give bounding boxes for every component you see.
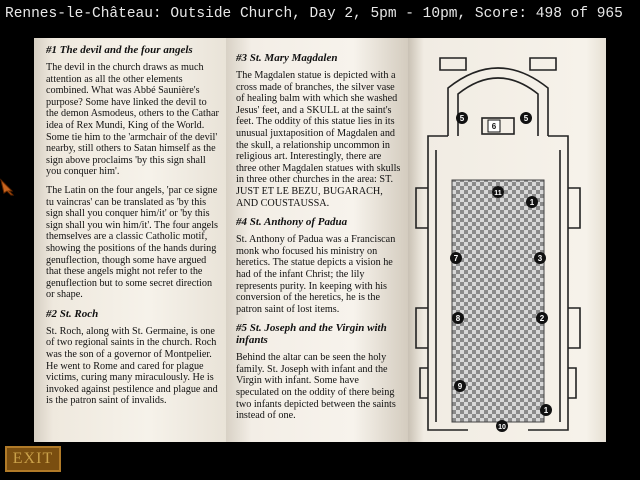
map-marker — [450, 252, 462, 264]
guide-book — [34, 38, 606, 442]
section-heading-2: #2 St. Roch — [46, 307, 99, 320]
map-marker — [540, 404, 552, 416]
section-1-paragraph-1: The devil in the church draws as much attention as all the other elements combined. What was Abbé Saunière's purpose? Some have linked the devil to the demon Asmodeus, others to the Cathar idea of Rex Mundi, King of the World. Some tie him to the 'armchair of the devil' nearby, still others to Satan himself as the sign above proclaims 'by this sign shall you conquer him'. — [46, 62, 219, 178]
map-marker — [536, 312, 548, 324]
map-marker-label: 11 — [494, 190, 502, 197]
map-marker-label: 7 — [453, 254, 459, 263]
map-marker — [496, 420, 508, 432]
map-marker-label: 6 — [491, 122, 497, 131]
arrow-cursor-icon — [0, 178, 18, 196]
map-marker — [456, 112, 468, 124]
church-floor-plan — [408, 38, 606, 442]
exit-button[interactable]: EXIT — [5, 446, 61, 472]
map-marker — [520, 112, 532, 124]
map-marker — [454, 380, 466, 392]
map-marker-label: 8 — [455, 314, 461, 323]
map-marker — [534, 252, 546, 264]
status-bar: Rennes-le-Château: Outside Church, Day 2, 5pm - 10pm, Score: 498 of 965 — [5, 6, 623, 22]
map-marker — [488, 120, 500, 132]
section-heading-1: #1 The devil and the four angels — [46, 44, 193, 56]
map-marker-label: 3 — [537, 254, 543, 263]
map-marker-label: 1 — [543, 406, 549, 415]
section-3-paragraph-1: The Magdalen statue is depicted with a cross made of branches, the silver vase of healing balm with which she washed Jesus' feet, and a SKULL at the saint's feet. The oddity of this statue lies in its unusual juxtaposition of Magdalen and the skull, a relationship uncommon in religious art. Interestingly, there are three other Magdalen statues with skulls in three other churches in the area: ST. JUST ET LE BEZU, BUGARACH, AND COUSTAUSSA. — [236, 70, 401, 209]
section-heading-4: #4 St. Anthony of Padua — [236, 216, 348, 229]
map-marker-label: 2 — [539, 314, 545, 323]
section-heading-5: #5 St. Joseph and the Virgin with infants — [236, 322, 387, 347]
map-marker-label: 5 — [459, 114, 465, 123]
section-2-paragraph-1: St. Roch, along with St. Germaine, is one of two regional saints in the church. Roch was the son of a governor of Montpelier. He went to Rome and cared for plague victims, curing many miraculously. He is invoked against pestilence and plague and is the patron saint of invalids. — [46, 325, 218, 407]
section-heading-3: #3 St. Mary Magdalen — [236, 52, 338, 64]
map-marker-label: 5 — [523, 114, 529, 123]
guide-page-right — [408, 38, 606, 442]
map-marker — [492, 186, 504, 198]
section-1-paragraph-2: The Latin on the four angels, 'par ce signe tu vaincras' can be translated as 'by this sign shall you conquer him/it' or 'by this sign shall you win him/it'. The four angels themselves are a classic Catholic motif, showing the positions of the hands during genuflection, though some have argued that these angels might not refer to the genuflection but to some secret direction or shape. — [46, 184, 218, 301]
guide-page-middle — [226, 38, 408, 442]
guide-page-left — [34, 38, 226, 442]
map-marker-label: 9 — [457, 382, 463, 391]
section-5-paragraph-1: Behind the altar can be seen the holy family. St. Joseph with infant and the Virgin with infant. Some have speculated on the oddity of there being two infants depicted between the saints instead of one. — [236, 352, 396, 422]
map-marker — [526, 196, 538, 208]
map-marker — [452, 312, 464, 324]
map-marker-label: 1 — [529, 198, 535, 207]
section-4-paragraph-1: St. Anthony of Padua was a Franciscan monk who focused his ministry on heretics. The statue depicts a vision he had of the infant Christ; the lily represents purity. In keeping with his conversion of the heretics, he is the patron saint of lost items. — [236, 234, 396, 315]
map-marker-label: 10 — [498, 424, 506, 431]
